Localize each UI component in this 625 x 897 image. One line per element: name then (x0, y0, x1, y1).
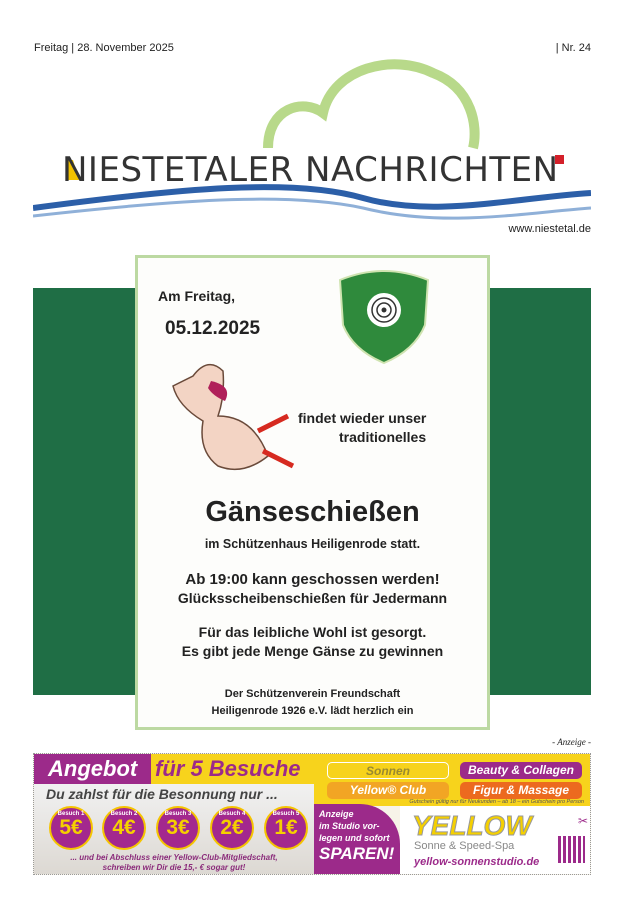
event-location: im Schützenhaus Heiligenrode statt. (204, 537, 421, 551)
goose-illustration (163, 356, 303, 481)
flyer-text-line3: traditionelles (339, 429, 427, 445)
service-beauty: Beauty & Collagen (460, 762, 582, 779)
flyer-intro: Am Freitag, (158, 288, 236, 304)
visit-price-badge: Besuch 3 3€ (156, 806, 200, 850)
flyer-footer-1: Der Schützenverein Freundschaft (224, 688, 401, 700)
ad-subline: Du zahlst für die Besonnung nur ... (46, 786, 278, 802)
flyer-info-4: Es gibt jede Menge Gänse zu gewinnen (181, 643, 444, 659)
yellow-advertisement[interactable] (33, 753, 591, 875)
masthead-logo-graphic (33, 48, 591, 228)
flyer-text-line2: findet wieder unser (298, 410, 427, 426)
flyer-info-2: Glücksscheibenschießen für Jedermann (177, 590, 448, 606)
ad-brand-panel (400, 806, 591, 875)
voucher-terms: Gutschein gültig nur für Neukunden – ab 18 – ein Gutschein pro Person (409, 799, 584, 805)
brand-logo: YELLOW (412, 810, 532, 841)
ad-headline-b: für 5 Besuche (151, 754, 314, 784)
brand-subtitle: Sonne & Speed-Spa (414, 840, 515, 852)
qr-code-icon (558, 836, 585, 863)
visit-price-badge: Besuch 2 4€ (102, 806, 146, 850)
event-title: Gänseschießen (205, 496, 420, 528)
service-figur: Figur & Massage (460, 782, 582, 799)
website-link[interactable]: www.niestetal.de (508, 223, 591, 235)
issue-date: Freitag | 28. November 2025 (34, 42, 174, 54)
service-yellow-club: Yellow® Club (327, 782, 449, 799)
scissors-icon: ✂ (578, 814, 589, 828)
brand-url[interactable]: yellow-sonnenstudio.de (414, 856, 540, 868)
flyer-info-1: Ab 19:00 kann geschossen werden! (185, 571, 440, 588)
visit-price-badge: Besuch 5 1€ (264, 806, 308, 850)
flyer-footer-2: Heiligenrode 1926 e.V. lädt herzlich ein (211, 705, 414, 717)
ad-headline-a: Angebot (34, 754, 151, 784)
issue-number: | Nr. 24 (555, 42, 591, 54)
event-date: 05.12.2025 (165, 318, 261, 339)
ad-note: ... und bei Abschluss einer Yellow-Club-Mitgliedschaft, schreiben wir Dir die 15,- € sogar gut! (70, 853, 278, 872)
visit-price-badge: Besuch 1 5€ (49, 806, 93, 850)
ad-services-panel (314, 754, 591, 806)
ad-cta: Anzeige im Studio vor- legen und sofort SPAREN! (314, 804, 400, 875)
ad-label: - Anzeige - (552, 737, 591, 747)
flyer-info-3: Für das leibliche Wohl ist gesorgt. (198, 624, 427, 640)
club-badge-logo (335, 265, 433, 365)
masthead-title: NIESTETALER NACHRICHTEN (62, 150, 559, 190)
service-sonnen: Sonnen (327, 762, 449, 779)
event-flyer (135, 255, 490, 730)
visit-price-badge: Besuch 4 2€ (210, 806, 254, 850)
